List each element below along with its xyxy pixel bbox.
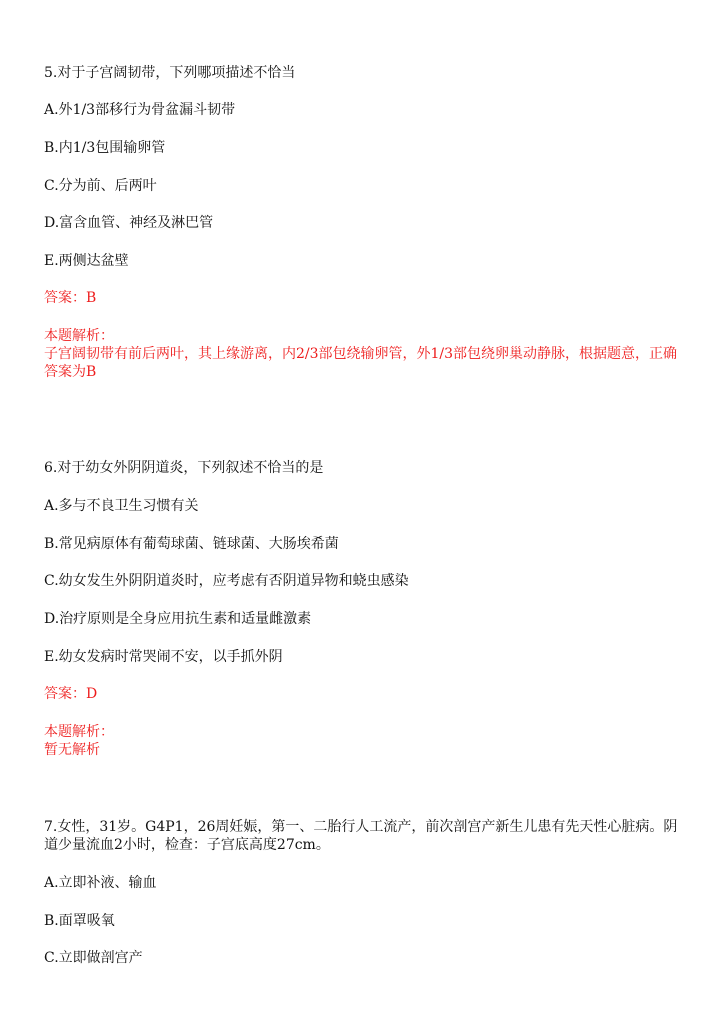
question-7-option-c: C.立即做剖宫产 xyxy=(44,950,143,966)
question-5-option-c: C.分为前、后两叶 xyxy=(44,178,157,194)
question-5-analysis-label: 本题解析： xyxy=(44,328,114,344)
question-6-option-e: E.幼女发病时常哭闹不安，以手抓外阴 xyxy=(44,649,283,665)
question-6-analysis-label: 本题解析： xyxy=(44,724,114,740)
question-7-stem: 7.女性，31岁。G4P1，26周妊娠，第一、二胎行人工流产，前次剖宫产新生儿患有先天性心脏病。阴道少量流血2小时，检查：子宫底高度27cm。 xyxy=(44,819,678,853)
question-5-option-d: D.富含血管、神经及淋巴管 xyxy=(44,215,214,231)
question-5-option-b: B.内1/3包围输卵管 xyxy=(44,140,166,156)
question-6-analysis-text: 暂无解析 xyxy=(44,742,100,758)
question-5-answer: 答案：B xyxy=(44,290,97,306)
question-5-stem: 5.对于子宫阔韧带，下列哪项描述不恰当 xyxy=(44,65,296,81)
question-7-option-a: A.立即补液、输血 xyxy=(44,875,157,891)
question-6-option-c: C.幼女发生外阴阴道炎时，应考虑有否阴道异物和蛲虫感染 xyxy=(44,573,409,589)
question-6-stem: 6.对于幼女外阴阴道炎，下列叙述不恰当的是 xyxy=(44,460,324,476)
question-5-option-a: A.外1/3部移行为骨盆漏斗韧带 xyxy=(44,102,236,118)
question-6-answer: 答案：D xyxy=(44,686,98,702)
question-6-option-b: B.常见病原体有葡萄球菌、链球菌、大肠埃希菌 xyxy=(44,536,339,552)
question-5-analysis-text: 子宫阔韧带有前后两叶，其上缘游离，内2/3部包绕输卵管，外1/3部包绕卵巢动静脉，根据题意，正确答案为B xyxy=(44,346,678,380)
question-6-option-d: D.治疗原则是全身应用抗生素和适量雌激素 xyxy=(44,611,312,627)
question-7-option-b: B.面罩吸氧 xyxy=(44,913,115,929)
question-5-option-e: E.两侧达盆壁 xyxy=(44,253,129,269)
question-6-option-a: A.多与不良卫生习惯有关 xyxy=(44,498,199,514)
